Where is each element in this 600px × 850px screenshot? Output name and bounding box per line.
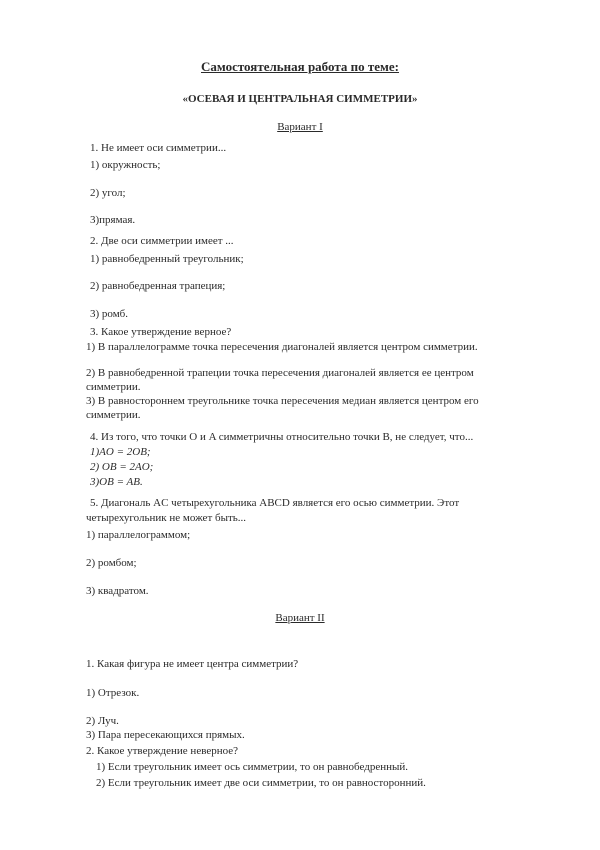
v1-q4-option-1: 1)AO = 2OB; — [90, 446, 151, 458]
v2-q2-option-1: 1) Если треугольник имеет ось симметрии, то он равнобедренный. — [96, 761, 409, 773]
v1-q2-option-3: 3) ромб. — [90, 308, 129, 320]
v2-q2-option-2: 2) Если треугольник имеет две оси симметрии, то он равносторонний. — [96, 777, 426, 789]
v2-q1-option-3: 3) Пара пересекающихся прямых. — [86, 729, 245, 741]
worksheet-subtitle: «ОСЕВАЯ И ЦЕНТРАЛЬНАЯ СИММЕТРИИ» — [182, 93, 418, 105]
v1-q5-question: 5. Диагональ AC четырехугольника ABCD является его осью симметрии. Этот — [90, 497, 460, 509]
v2-q1-option-1: 1) Отрезок. — [86, 687, 140, 699]
worksheet-title: Самостоятельная работа по теме: — [201, 59, 399, 74]
v1-q1-option-3: 3)прямая. — [90, 214, 136, 226]
v1-q1-option-2: 2) угол; — [90, 187, 126, 199]
v1-q3-option-3-cont: симметрии. — [86, 409, 141, 421]
v1-q1-question: 1. Не имеет оси симметрии... — [90, 142, 227, 154]
variant-2-heading: Вариант II — [275, 612, 325, 624]
v1-q3-option-3: 3) В равностороннем треугольнике точка пересечения медиан является центром его — [86, 395, 479, 407]
v2-q1-question: 1. Какая фигура не имеет центра симметрии? — [86, 658, 299, 670]
v1-q3-option-1: 1) В параллелограмме точка пересечения диагоналей является центром симметрии. — [86, 341, 478, 353]
v1-q2-question: 2. Две оси симметрии имеет ... — [90, 235, 234, 247]
v1-q2-option-2: 2) равнобедренная трапеция; — [90, 280, 226, 292]
v1-q2-option-1: 1) равнобедренный треугольник; — [90, 253, 244, 265]
v1-q5-option-2: 2) ромбом; — [86, 557, 137, 569]
v1-q5-option-3: 3) квадратом. — [86, 585, 149, 597]
v1-q4-question: 4. Из того, что точки O и A симметричны относительно точки B, не следует, что... — [90, 431, 474, 443]
v1-q5-question-cont: четырехугольник не может быть... — [86, 512, 247, 524]
v1-q1-option-1: 1) окружность; — [90, 159, 161, 171]
variant-1-heading: Вариант I — [277, 121, 323, 133]
v2-q1-option-2: 2) Луч. — [86, 715, 119, 727]
v1-q4-option-3: 3)OB = AB. — [90, 476, 143, 488]
v1-q5-option-1: 1) параллелограммом; — [86, 529, 191, 541]
v1-q4-option-2: 2) OB = 2AO; — [90, 461, 154, 473]
v2-q2-question: 2. Какое утверждение неверное? — [86, 745, 238, 757]
v1-q3-option-2: 2) В равнобедренной трапеции точка пересечения диагоналей является ее центром — [86, 367, 474, 379]
v1-q3-option-2-cont: симметрии. — [86, 381, 141, 393]
v1-q3-question: 3. Какое утверждение верное? — [90, 326, 232, 338]
